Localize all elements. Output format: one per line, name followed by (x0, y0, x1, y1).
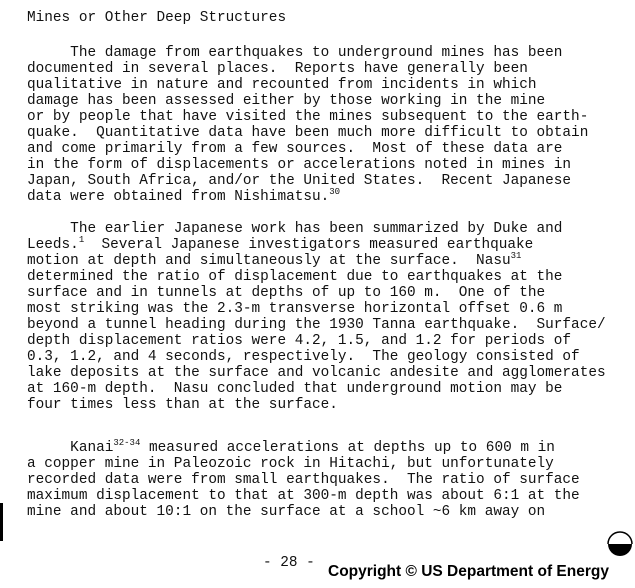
page-number: - 28 - (263, 555, 315, 571)
citation-superscript: 1 (78, 235, 85, 245)
section-heading: Mines or Other Deep Structures (27, 10, 287, 26)
citation-superscript: 30 (329, 187, 341, 197)
margin-bar (0, 503, 3, 541)
citation-superscript: 31 (510, 251, 522, 261)
corner-mark-icon (606, 530, 634, 558)
citation-superscript: 32-34 (113, 438, 141, 448)
paragraph-1: The damage from earthquakes to underground mines has been documented in several places. Reports have generally been qualitative in nature and recounted from incidents in which damage has been assessed either by those working in the mine or by people that have visited the mines subsequent to the earth- quake. Quantitative data have been much more difficult to obtain and come primarily from a few sources. Most of these data are in the form of displacements or accelerations noted in mines in Japan, South Africa, and/or the United States. Recent Japanese data were obtained from Nishimatsu.$^{30}$ (27, 45, 589, 205)
copyright-notice: Copyright © US Department of Energy (328, 563, 609, 580)
paragraph-2: The earlier Japanese work has been summarized by Duke and Leeds.$^1$ Several Japanese investigators measured earthquake motion at depth and simultaneously at the surface. Nasu$^{31}$ determined the ratio of displacement due to earthquakes at the surface and in tunnels at depths of up to 160 m. One of the most striking was the 2.3-m transverse horizontal offset 0.6 m beyond a tunnel heading during the 1930 Tanna earthquake. Surface/ depth displacement ratios were 4.2, 1.5, and 1.2 for periods of 0.3, 1.2, and 4 seconds, respectively. The geology consisted of lake deposits at the surface and volcanic andesite and agglomerates at 160-m depth. Nasu concluded that underground motion may be four times less than at the surface. (27, 221, 606, 413)
paragraph-3: Kanai$^{32-34}$ measured accelerations at depths up to 600 m in a copper mine in Paleozoic rock in Hitachi, but unfortunately recorded data were from small earthquakes. The ratio of surface maximum displacement to that at 300-m depth was about 6:1 at the mine and about 10:1 on the surface at a school ~6 km away on (27, 438, 580, 520)
